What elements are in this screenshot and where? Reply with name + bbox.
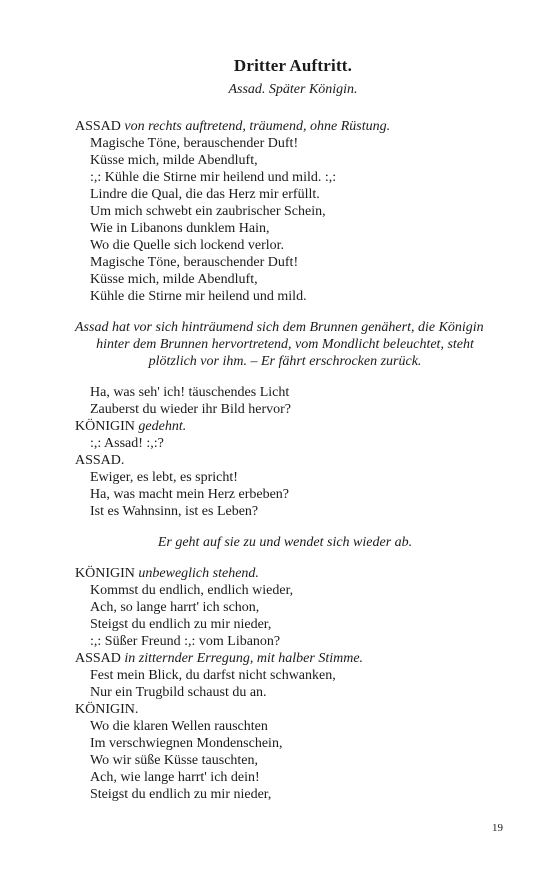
speaker-name: ASSAD. — [75, 453, 125, 468]
verse-line: Um mich schwebt ein zaubrischer Schein, — [90, 204, 326, 219]
stage-direction-block: Er geht auf sie zu und wendet sich wieder ab. — [157, 535, 413, 550]
speaker-line — [75, 118, 495, 135]
stage-direction: gedehnt. — [138, 419, 187, 434]
verse-line: Küsse mich, milde Abendluft, — [90, 272, 258, 287]
verse-line: Küsse mich, milde Abendluft, — [90, 153, 258, 168]
verse-line: :,: Assad! :,:? — [90, 436, 164, 451]
verse-line: Wo wir süße Küsse tauschten, — [90, 753, 259, 768]
scene-characters: Assad. Später Königin. — [228, 82, 358, 97]
stage-direction-block: hinter dem Brunnen hervortretend, vom Mondlicht beleuchtet, steht — [96, 337, 474, 352]
verse-line: Ha, was seh' ich! täuschendes Licht — [90, 385, 290, 400]
verse-line: Ewiger, es lebt, es spricht! — [90, 470, 238, 485]
speaker-name: ASSAD — [75, 119, 121, 134]
verse-line: Wo die klaren Wellen rauschten — [90, 719, 268, 734]
verse-line: :,: Kühle die Stirne mir heilend und mild. :,: — [90, 170, 337, 185]
page-number: 19 — [492, 822, 503, 834]
stage-direction: in zitternder Erregung, mit halber Stimme. — [124, 651, 364, 666]
verse-line: Im verschwiegnen Mondenschein, — [90, 736, 283, 751]
verse-line: Nur ein Trugbild schaust du an. — [90, 685, 267, 700]
speaker-line — [75, 418, 495, 435]
verse-line: Ach, wie lange harrt' ich dein! — [90, 770, 260, 785]
speaker-name: ASSAD — [75, 651, 121, 666]
verse-line: :,: Süßer Freund :,: vom Libanon? — [90, 634, 281, 649]
speaker-name: KÖNIGIN — [75, 566, 135, 581]
speaker-line — [75, 565, 495, 582]
play-text — [75, 118, 495, 803]
verse-line: Steigst du endlich zu mir nieder, — [90, 787, 272, 802]
verse-line: Kühle die Stirne mir heilend und mild. — [90, 289, 307, 304]
verse-line: Zauberst du wieder ihr Bild hervor? — [90, 402, 291, 417]
verse-line: Magische Töne, berauschender Duft! — [90, 255, 299, 270]
verse-line: Ach, so lange harrt' ich schon, — [90, 600, 260, 615]
speaker-line — [75, 650, 495, 667]
stage-direction-block: Assad hat vor sich hinträumend sich dem Brunnen genähert, die Königin — [75, 320, 484, 335]
stage-direction-block: plötzlich vor ihm. – Er fährt erschrocken zurück. — [148, 354, 422, 369]
verse-line: Magische Töne, berauschender Duft! — [90, 136, 299, 151]
verse-line: Wo die Quelle sich lockend verlor. — [90, 238, 285, 253]
verse-line: Lindre die Qual, die das Herz mir erfüllt. — [90, 187, 320, 202]
verse-line: Kommst du endlich, endlich wieder, — [90, 583, 294, 598]
speaker-name: KÖNIGIN — [75, 419, 135, 434]
stage-direction: von rechts auftretend, träumend, ohne Rüstung. — [124, 119, 391, 134]
verse-line: Steigst du endlich zu mir nieder, — [90, 617, 272, 632]
verse-line: Ha, was macht mein Herz erbeben? — [90, 487, 290, 502]
scene-title: Dritter Auftritt. — [233, 56, 353, 75]
stage-direction: unbeweglich stehend. — [138, 566, 259, 581]
speaker-name: KÖNIGIN. — [75, 702, 139, 717]
verse-line: Ist es Wahnsinn, ist es Leben? — [90, 504, 259, 519]
verse-line: Wie in Libanons dunklem Hain, — [90, 221, 270, 236]
verse-line: Fest mein Blick, du darfst nicht schwanken, — [90, 668, 336, 683]
